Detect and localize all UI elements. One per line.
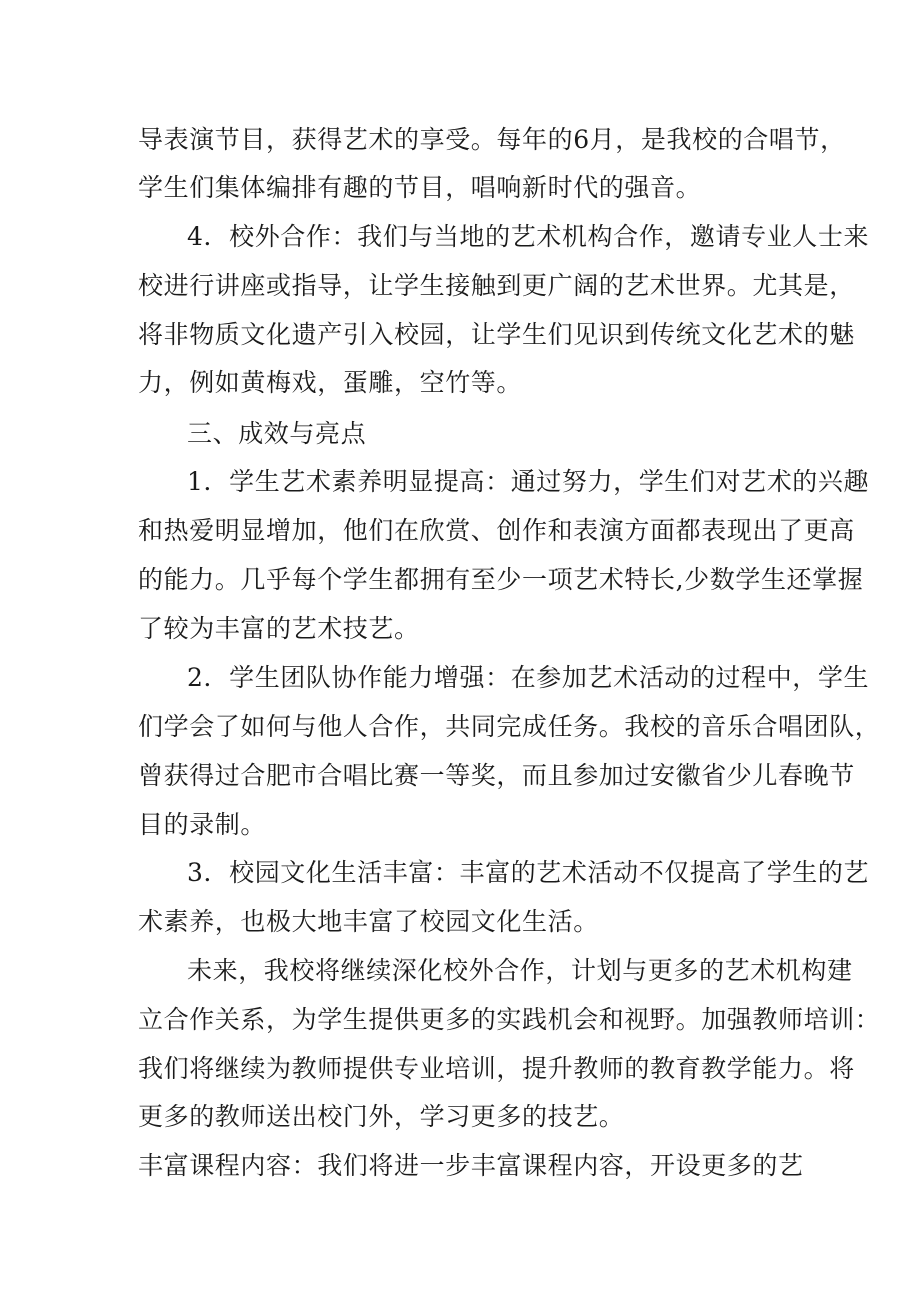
text-line: 丰富课程内容：我们将进一步丰富课程内容，开设更多的艺 <box>138 1151 804 1180</box>
text-line: 更多的教师送出校门外，学习更多的技艺。 <box>138 1102 625 1131</box>
text-line: 学生们集体编排有趣的节目，唱响新时代的强音。 <box>138 173 702 202</box>
list-item-4-line: 4．校外合作：我们与当地的艺术机构合作，邀请专业人士来 <box>187 222 870 251</box>
text-line: 术素养，也极大地丰富了校园文化生活。 <box>138 907 599 936</box>
text-line: 了较为丰富的艺术技艺。 <box>138 614 420 643</box>
list-item-3-line: 3．校园文化生活丰富：丰富的艺术活动不仅提高了学生的艺 <box>187 858 870 887</box>
text-line: 曾获得过合肥市合唱比赛一等奖，而且参加过安徽省少儿春晚节 <box>138 761 855 790</box>
text-line: 目的录制。 <box>138 810 267 839</box>
text-line: 力，例如黄梅戏，蛋雕，空竹等。 <box>138 368 523 397</box>
paragraph-future-line: 未来，我校将继续深化校外合作，计划与更多的艺术机构建 <box>187 956 853 985</box>
list-item-1-line: 1．学生艺术素养明显提高：通过努力，学生们对艺术的兴趣 <box>187 467 870 496</box>
text-line: 们学会了如何与他人合作，共同完成任务。我校的音乐合唱团队， <box>138 712 881 741</box>
text-line: 立合作关系，为学生提供更多的实践机会和视野。加强教师培训： <box>138 1005 881 1034</box>
text-line: 的能力。几乎每个学生都拥有至少一项艺术特长,少数学生还掌握 <box>138 565 864 594</box>
text-line: 校进行讲座或指导，让学生接触到更广阔的艺术世界。尤其是， <box>138 271 855 300</box>
text-line: 将非物质文化遗产引入校园，让学生们见识到传统文化艺术的魅 <box>138 320 855 349</box>
text-line: 导表演节目，获得艺术的享受。每年的6月，是我校的合唱节， <box>138 125 846 154</box>
text-line: 我们将继续为教师提供专业培训，提升教师的教育教学能力。将 <box>138 1054 855 1083</box>
list-item-2-line: 2．学生团队协作能力增强：在参加艺术活动的过程中，学生 <box>187 663 870 692</box>
section-heading: 三、成效与亮点 <box>187 419 367 448</box>
text-line: 和热爱明显增加，他们在欣赏、创作和表演方面都表现出了更高 <box>138 516 855 545</box>
